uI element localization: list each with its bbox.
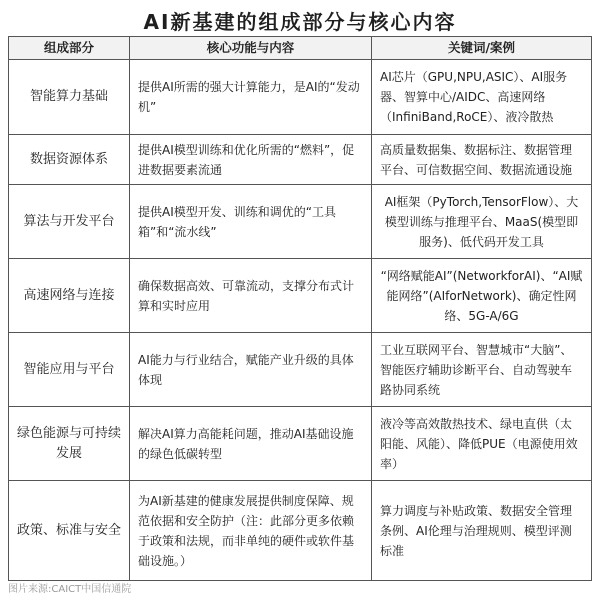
core-cell: 提供AI模型训练和优化所需的“燃料”，促进数据要素流通 bbox=[130, 135, 372, 185]
part-cell: 智能算力基础 bbox=[9, 60, 130, 135]
infrastructure-table bbox=[8, 36, 592, 581]
keywords-cell: 液冷等高效散热技术、绿电直供（太阳能、风能）、降低PUE（电源使用效率） bbox=[372, 407, 592, 481]
table-row bbox=[9, 60, 592, 135]
keywords-cell: 工业互联网平台、智慧城市“大脑”、智能医疗辅助诊断平台、自动驾驶车路协同系统 bbox=[372, 333, 592, 407]
page-title: AI新基建的组成部分与核心内容 bbox=[143, 10, 457, 34]
header-part: 组成部分 bbox=[9, 37, 130, 60]
part-cell: 算法与开发平台 bbox=[9, 185, 130, 259]
part-cell: 数据资源体系 bbox=[9, 135, 130, 185]
header-keywords: 关键词/案例 bbox=[372, 37, 592, 60]
core-cell: 提供AI所需的强大计算能力，是AI的“发动机” bbox=[130, 60, 372, 135]
keywords-cell: AI芯片（GPU,NPU,ASIC）、AI服务器、智算中心/AIDC、高速网络（InfiniBand,RoCE）、液冷散热 bbox=[372, 60, 592, 135]
keywords-cell: AI框架（PyTorch,TensorFlow）、大模型训练与推理平台、MaaS(模型即服务)、低代码开发工具 bbox=[372, 185, 592, 259]
part-cell: 政策、标准与安全 bbox=[9, 481, 130, 581]
table-header-row bbox=[9, 37, 592, 60]
header-core: 核心功能与内容 bbox=[130, 37, 372, 60]
table-row bbox=[9, 135, 592, 185]
part-cell: 绿色能源与可持续发展 bbox=[9, 407, 130, 481]
core-cell: 确保数据高效、可靠流动，支撑分布式计算和实时应用 bbox=[130, 259, 372, 333]
core-cell: 解决AI算力高能耗问题，推动AI基础设施的绿色低碳转型 bbox=[130, 407, 372, 481]
table-row bbox=[9, 481, 592, 581]
table-row bbox=[9, 259, 592, 333]
keywords-cell: “网络赋能AI”(NetworkforAI)、“AI赋能网络”(AIforNetwork)、确定性网络、5G-A/6G bbox=[372, 259, 592, 333]
core-cell: AI能力与行业结合，赋能产业升级的具体体现 bbox=[130, 333, 372, 407]
image-source-caption: 图片来源:CAICT中国信通院 bbox=[8, 584, 132, 595]
part-cell: 高速网络与连接 bbox=[9, 259, 130, 333]
core-cell: 提供AI模型开发、训练和调优的“工具箱”和“流水线” bbox=[130, 185, 372, 259]
table-row bbox=[9, 407, 592, 481]
table-row bbox=[9, 185, 592, 259]
core-cell: 为AI新基建的健康发展提供制度保障、规范依据和安全防护（注：此部分更多依赖于政策和法规，而非单纯的硬件或软件基础设施。） bbox=[130, 481, 372, 581]
table-row bbox=[9, 333, 592, 407]
keywords-cell: 算力调度与补贴政策、数据安全管理条例、AI伦理与治理规则、模型评测标准 bbox=[372, 481, 592, 581]
part-cell: 智能应用与平台 bbox=[9, 333, 130, 407]
keywords-cell: 高质量数据集、数据标注、数据管理平台、可信数据空间、数据流通设施 bbox=[372, 135, 592, 185]
